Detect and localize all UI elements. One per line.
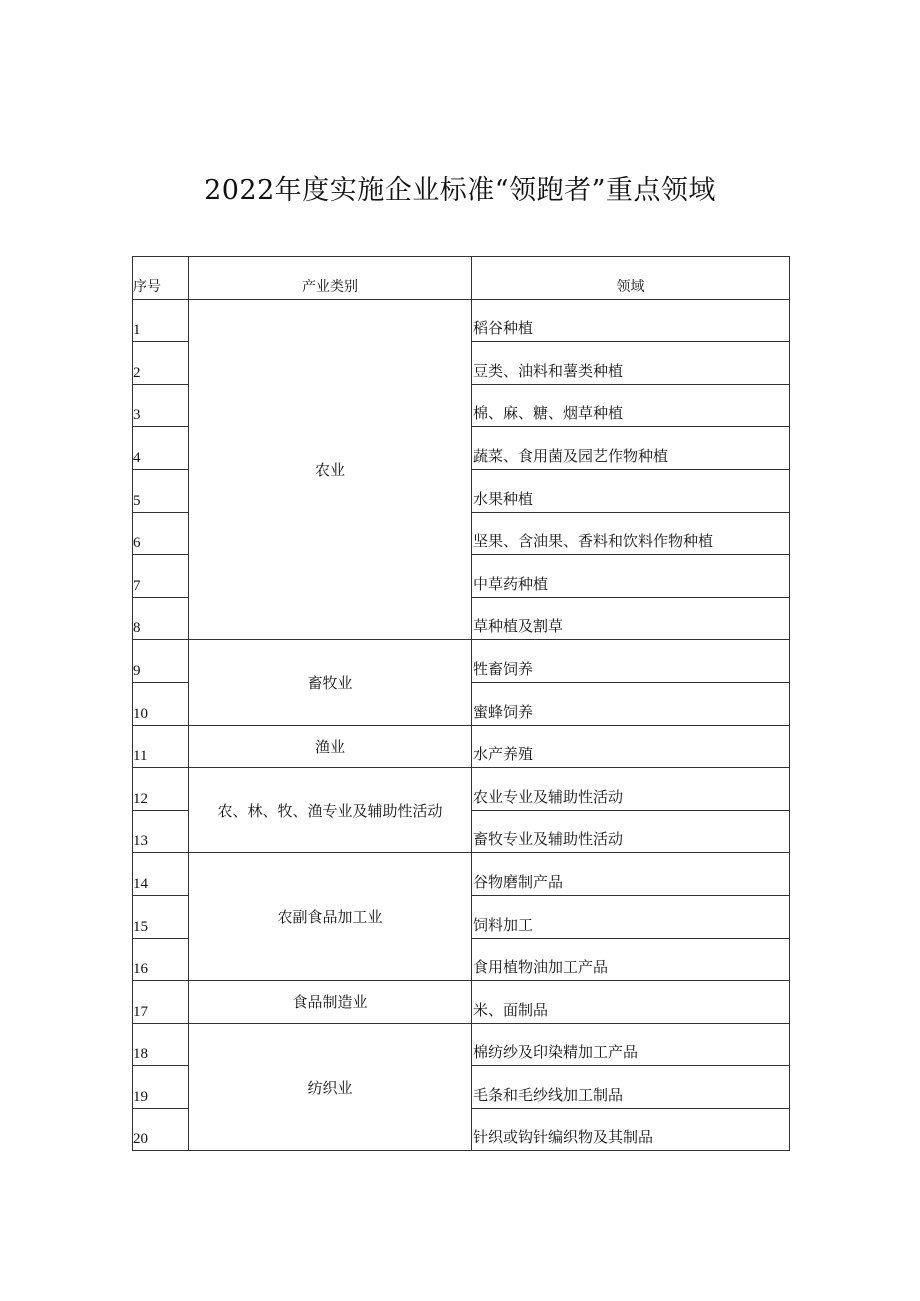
row-number: 14 [133,853,189,896]
header-category: 产业类别 [189,257,472,300]
table-row [133,640,790,683]
field-cell: 豆类、油料和薯类种植 [472,342,790,385]
row-number: 9 [133,640,189,683]
field-cell: 草种植及割草 [472,597,790,640]
row-number: 17 [133,981,189,1024]
field-cell: 坚果、含油果、香料和饮料作物种植 [472,512,790,555]
row-number: 3 [133,384,189,427]
header-no: 序号 [133,257,189,300]
header-field: 领域 [472,257,790,300]
table-row [133,1023,790,1066]
row-number: 1 [133,299,189,342]
field-cell: 米、面制品 [472,981,790,1024]
field-cell: 棉、麻、糖、烟草种植 [472,384,790,427]
row-number: 8 [133,597,189,640]
field-cell: 谷物磨制产品 [472,853,790,896]
row-number: 13 [133,810,189,853]
field-cell: 水产养殖 [472,725,790,768]
field-cell: 中草药种植 [472,555,790,598]
table-row [133,768,790,811]
row-number: 19 [133,1066,189,1109]
category-cell: 农、林、牧、渔专业及辅助性活动 [189,768,472,853]
field-cell: 农业专业及辅助性活动 [472,768,790,811]
row-number: 5 [133,469,189,512]
category-cell: 纺织业 [189,1023,472,1151]
key-fields-table [132,256,790,1151]
table-row [133,725,790,768]
page-title: 2022年度实施企业标准“领跑者”重点领域 [204,175,716,206]
field-cell: 牲畜饲养 [472,640,790,683]
field-cell: 棉纺纱及印染精加工产品 [472,1023,790,1066]
field-cell: 毛条和毛纱线加工制品 [472,1066,790,1109]
field-cell: 针织或钩针编织物及其制品 [472,1108,790,1151]
table-row [133,853,790,896]
row-number: 11 [133,725,189,768]
field-cell: 畜牧专业及辅助性活动 [472,810,790,853]
field-cell: 蜜蜂饲养 [472,682,790,725]
category-cell: 渔业 [189,725,472,768]
row-number: 10 [133,682,189,725]
field-cell: 饲料加工 [472,895,790,938]
field-cell: 稻谷种植 [472,299,790,342]
table-row [133,299,790,342]
row-number: 12 [133,768,189,811]
row-number: 20 [133,1108,189,1151]
table-header-row [133,257,790,300]
table-row [133,981,790,1024]
category-cell: 食品制造业 [189,981,472,1024]
row-number: 18 [133,1023,189,1066]
row-number: 16 [133,938,189,981]
category-cell: 农业 [189,299,472,640]
row-number: 15 [133,895,189,938]
row-number: 4 [133,427,189,470]
row-number: 7 [133,555,189,598]
row-number: 6 [133,512,189,555]
row-number: 2 [133,342,189,385]
category-cell: 农副食品加工业 [189,853,472,981]
field-cell: 蔬菜、食用菌及园艺作物种植 [472,427,790,470]
category-cell: 畜牧业 [189,640,472,725]
field-cell: 水果种植 [472,469,790,512]
field-cell: 食用植物油加工产品 [472,938,790,981]
